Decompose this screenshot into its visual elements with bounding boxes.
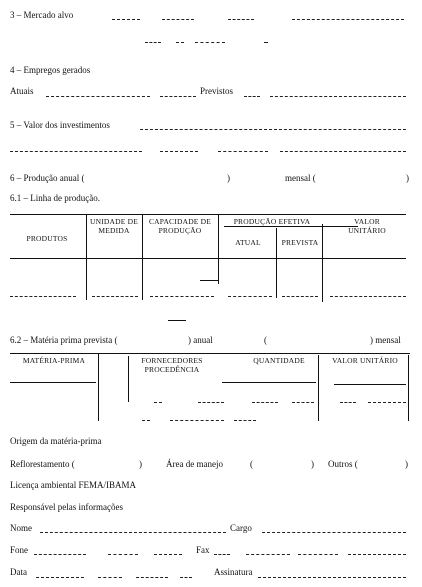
table-line — [150, 296, 214, 297]
table-line — [154, 402, 162, 403]
raw-material-open-paren: ( — [264, 335, 267, 345]
license-label: Licença ambiental FEMA/IBAMA — [10, 480, 136, 490]
name-label: Nome — [10, 523, 32, 533]
raw-material-annual-label: ) anual — [188, 335, 213, 345]
table-line — [330, 296, 406, 297]
table-line — [224, 226, 358, 227]
field-line — [280, 151, 406, 152]
table-line — [86, 214, 87, 300]
header-material: MATÉRIA-PRIMA — [22, 356, 86, 365]
raw-material-monthly-label: ) mensal — [370, 335, 401, 345]
field-line — [162, 19, 194, 20]
table-line — [170, 420, 224, 421]
production-monthly-close: ) — [406, 173, 409, 183]
table-line — [340, 402, 356, 403]
header-suppliers: FORNECEDORES PROCEDÊNCIA — [141, 356, 203, 374]
phone-field[interactable] — [34, 554, 86, 555]
field-line — [176, 42, 184, 43]
production-line-label: 6.1 – Linha de produção. — [10, 193, 100, 203]
field-line — [348, 554, 406, 555]
field-line — [292, 19, 404, 20]
table-line — [368, 402, 406, 403]
field-line — [246, 554, 290, 555]
header-unit-value: VALOR UNITÁRIO — [348, 217, 386, 235]
table-line — [92, 296, 138, 297]
table-line — [198, 402, 224, 403]
raw-material-label: 6.2 – Matéria prima prevista ( — [10, 335, 118, 345]
table-line — [98, 353, 99, 421]
origin-reforestation-close: ) — [139, 459, 142, 469]
origin-others: Outros ( — [328, 459, 358, 469]
table-line — [334, 384, 406, 385]
table-line — [168, 320, 186, 321]
signature-field[interactable] — [258, 577, 406, 578]
field-line — [108, 554, 138, 555]
field-line — [98, 577, 122, 578]
header-quantity: QUANTIDADE — [253, 356, 305, 365]
origin-managed-open: ( — [250, 459, 253, 469]
header-planned: PREVISTA — [281, 238, 319, 247]
header-current: ATUAL — [235, 238, 261, 247]
role-field[interactable] — [262, 532, 406, 533]
jobs-current-label: Atuais — [10, 86, 34, 96]
market-label: 3 – Mercado alvo — [10, 10, 74, 20]
jobs-title: 4 – Empregos gerados — [10, 65, 91, 75]
date-label: Data — [10, 567, 27, 577]
table-line — [10, 258, 406, 259]
investment-field[interactable] — [140, 129, 406, 130]
field-line — [270, 96, 406, 97]
origin-managed-area: Área de manejo — [166, 459, 223, 469]
table-line — [10, 382, 96, 383]
fax-label: Fax — [196, 545, 210, 555]
table-line — [234, 420, 256, 421]
field-line — [264, 42, 268, 43]
market-field[interactable] — [112, 19, 140, 20]
jobs-current-field[interactable] — [46, 96, 150, 97]
table-line — [10, 214, 406, 215]
field-line — [218, 151, 268, 152]
field-line — [180, 577, 192, 578]
field-line — [154, 554, 182, 555]
responsible-title: Responsável pelas informações — [10, 502, 123, 512]
table-line — [252, 402, 278, 403]
field-line — [195, 42, 225, 43]
field-line — [228, 19, 254, 20]
jobs-planned-field[interactable] — [244, 96, 260, 97]
field-line — [145, 42, 161, 43]
field-line — [10, 151, 142, 152]
table-line — [408, 355, 409, 421]
header-capacity: CAPACIDADE DE PRODUÇÃO — [148, 217, 212, 235]
investment-label: 5 – Valor dos investimentos — [10, 120, 110, 130]
signature-label: Assinatura — [214, 567, 253, 577]
jobs-planned-label: Previstos — [200, 86, 234, 96]
header-unit: UNIDADE DE MEDIDA — [89, 217, 139, 235]
production-close-paren: ) — [227, 173, 230, 183]
role-label: Cargo — [230, 523, 252, 533]
header-raw-unit-value: VALOR UNITÁRIO — [332, 356, 398, 365]
date-field[interactable] — [36, 577, 84, 578]
table-line — [10, 296, 76, 297]
production-monthly-label: mensal ( — [285, 173, 316, 183]
origin-reforestation: Reflorestamento ( — [10, 459, 75, 469]
table-line — [228, 296, 272, 297]
table-line — [10, 353, 410, 354]
table-line — [200, 280, 218, 281]
origin-managed-close: ) — [311, 459, 314, 469]
header-effective: PRODUÇÃO EFETIVA — [233, 217, 311, 226]
table-line — [218, 214, 219, 284]
fax-field[interactable] — [214, 554, 230, 555]
field-line — [160, 151, 198, 152]
table-line — [292, 402, 314, 403]
table-line — [322, 224, 323, 302]
origin-others-close: ) — [405, 459, 408, 469]
production-title: 6 – Produção anual ( — [10, 173, 85, 183]
field-line — [136, 577, 168, 578]
table-line — [276, 228, 277, 298]
table-line — [282, 296, 318, 297]
table-line — [318, 355, 319, 421]
phone-label: Fone — [10, 545, 28, 555]
table-line — [142, 214, 143, 300]
name-field[interactable] — [40, 532, 226, 533]
header-products: PRODUTOS — [26, 234, 68, 243]
field-line — [298, 554, 338, 555]
table-line — [142, 420, 150, 421]
field-line — [160, 96, 196, 97]
table-line — [222, 382, 316, 383]
origin-title: Origem da matéria-prima — [10, 436, 102, 446]
